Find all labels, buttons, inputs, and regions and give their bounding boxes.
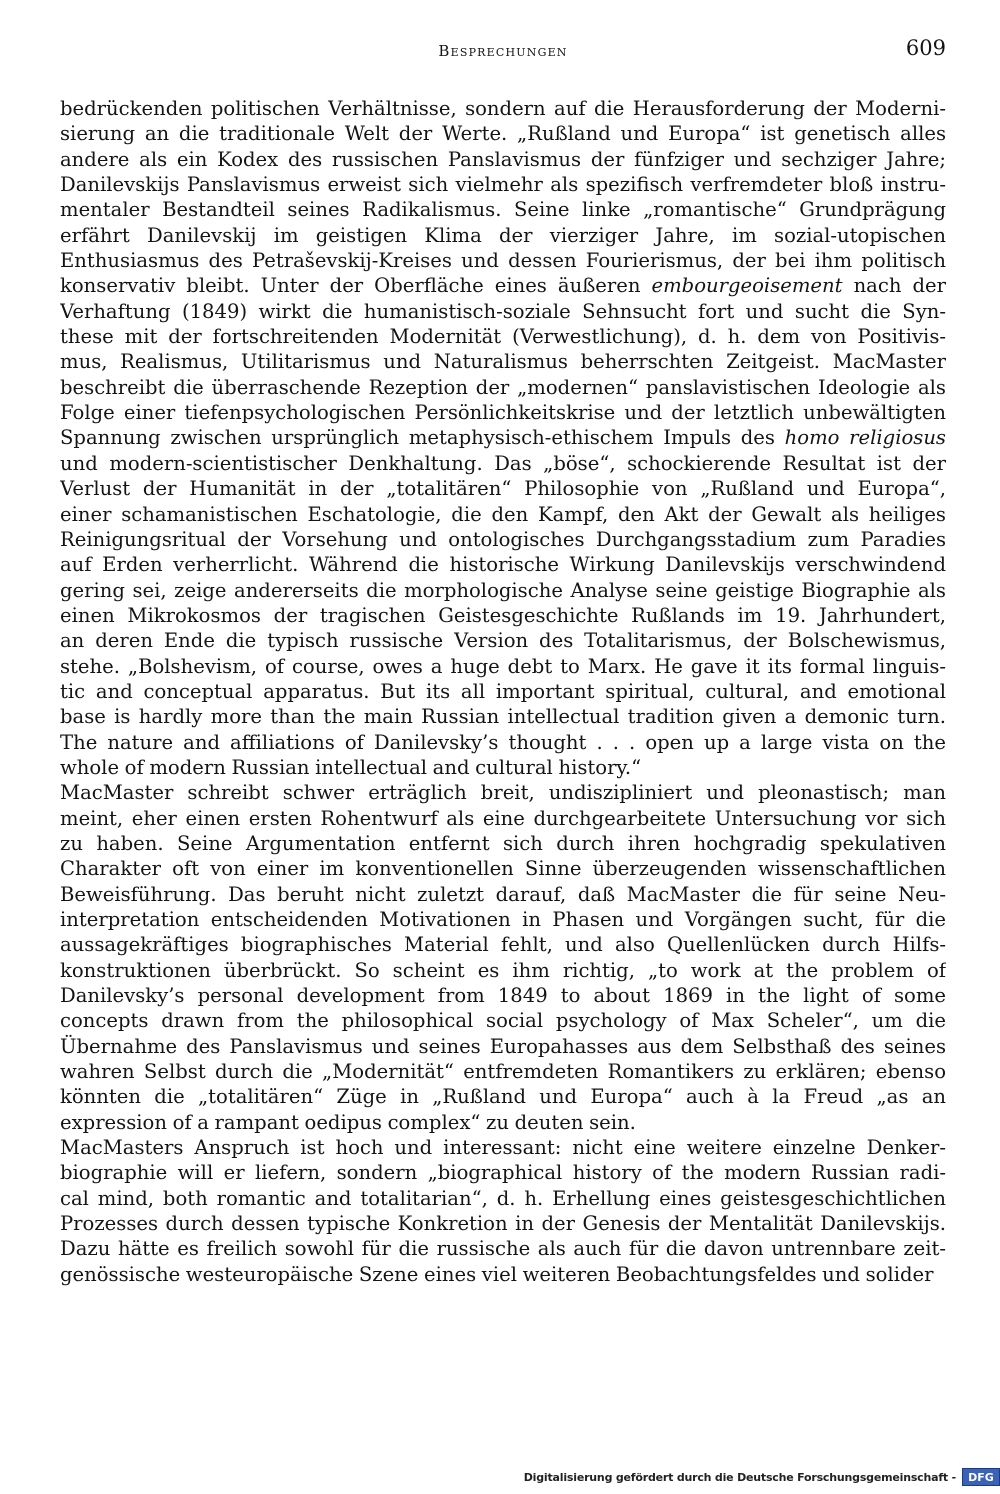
paragraph bbox=[60, 96, 946, 780]
text-line: bedrückenden politischen Verhältnisse, sondern auf die Herausforderung der Moderni- bbox=[60, 97, 946, 120]
text-line: The nature and affiliations of Danilevsky’s thought . . . open up a large vista on the bbox=[60, 730, 946, 754]
text-line: mus, Realismus, Utilitarismus und Naturalismus beherrschten Zeitgeist. MacMaster bbox=[60, 350, 946, 374]
text-line: interpretation entscheidenden Motivationen in Phasen und Vorgängen sucht, für die bbox=[60, 908, 946, 931]
italic-term: embourgeoisement bbox=[651, 274, 843, 298]
text-line: und modern-scientistischer Denkhaltung. Das „böse“, schockierende Resultat ist der bbox=[60, 451, 946, 475]
text-line: stehe. „Bolshevism, of course, owes a huge debt to Marx. He gave it its formal linguis- bbox=[60, 654, 946, 678]
italic-term: homo religiosus bbox=[784, 426, 946, 450]
text-line: könnten die „totalitären“ Züge in „Rußland und Europa“ auch à la Freud „as an bbox=[60, 1085, 946, 1109]
text-line: zu haben. Seine Argumentation entfernt sich durch ihren hochgradig spekulativen bbox=[60, 831, 946, 855]
running-head bbox=[60, 36, 946, 66]
text-line: Enthusiasmus des Petraševskij-Kreises und dessen Fourierismus, der bei ihm politisch bbox=[60, 249, 946, 273]
dfg-logo: DFG bbox=[962, 1468, 1000, 1486]
text-line: biographie will er liefern, sondern „biographical history of the modern Russian radi- bbox=[60, 1161, 946, 1185]
text-line: gering sei, zeige andererseits die morphologische Analyse seine geistige Biographie als bbox=[60, 578, 946, 602]
paragraph bbox=[60, 780, 946, 1135]
text-line: konstruktionen überbrückt. So scheint es ihm richtig, „to work at the problem of bbox=[60, 958, 946, 982]
text-line: beschreibt die überraschende Rezeption der „modernen“ panslavistischen Ideologie als bbox=[60, 375, 946, 399]
text-line: einen Mikrokosmos der tragischen Geistesgeschichte Rußlands im 19. Jahrhundert, bbox=[60, 603, 946, 627]
text-line: Beweisführung. Das beruht nicht zuletzt darauf, daß MacMaster die für seine Neu- bbox=[60, 882, 946, 906]
text-line: Folge einer tiefenpsychologischen Persönlichkeitskrise und der letztlich unbewältigten bbox=[60, 401, 946, 425]
running-title: Besprechungen bbox=[438, 42, 568, 60]
text-line: auf Erden verherrlicht. Während die historische Wirkung Danilevskijs verschwindend bbox=[60, 553, 946, 577]
text-line: Spannung zwischen ursprünglich metaphysisch-ethischem Impuls des homo religiosus bbox=[60, 426, 946, 450]
text-line: mentaler Bestandteil seines Radikalismus. Seine linke „romantische“ Grundprägung bbox=[60, 198, 946, 222]
paragraph bbox=[60, 1135, 946, 1287]
text-line: wahren Selbst durch die „Modernität“ entfremdeten Romantikers zu erklären; ebenso bbox=[60, 1060, 946, 1084]
text-line: Reinigungsritual der Vorsehung und ontologisches Durchgangsstadium zum Paradies bbox=[60, 527, 946, 551]
page-number: 609 bbox=[905, 36, 946, 60]
text-line: Danilevskijs Panslavismus erweist sich vielmehr als spezifisch verfremdeter bloß instru- bbox=[60, 173, 946, 197]
text-line: Dazu hätte es freilich sowohl für die russische als auch für die davon untrennbare zeit- bbox=[60, 1237, 946, 1261]
text-line: genössische westeuropäische Szene eines viel weiteren Beobachtungsfeldes und solider bbox=[60, 1262, 934, 1286]
text-line: andere als ein Kodex des russischen Panslavismus der fünfziger und sechziger Jahre; bbox=[60, 147, 946, 171]
text-line: concepts drawn from the philosophical social psychology of Max Scheler“, um die bbox=[60, 1009, 946, 1033]
text-line: MacMaster schreibt schwer erträglich breit, undiszipliniert und pleonastisch; man bbox=[60, 781, 946, 805]
footer-text: Digitalisierung gefördert durch die Deutsche Forschungsgemeinschaft - bbox=[523, 1470, 956, 1484]
body-text bbox=[60, 96, 946, 1287]
text-line: aussagekräftiges biographisches Material fehlt, und also Quellenlücken durch Hilfs- bbox=[60, 933, 946, 957]
text-line: tic and conceptual apparatus. But its all important spiritual, cultural, and emotional bbox=[60, 679, 946, 703]
text-line: cal mind, both romantic and totalitarian“, d. h. Erhellung eines geistesgeschichtlichen bbox=[60, 1186, 946, 1210]
text-line: erfährt Danilevskij im geistigen Klima der vierziger Jahre, im sozial-utopischen bbox=[60, 223, 946, 247]
text-line: Charakter oft von einer im konventionellen Sinne überzeugenden wissenschaftlichen bbox=[60, 857, 946, 881]
text-line: meint, eher einen ersten Rohentwurf als eine durchgearbeitete Untersuchung vor sich bbox=[60, 806, 946, 830]
text-line: an deren Ende die typisch russische Version des Totalitarismus, der Bolschewismus, bbox=[60, 629, 946, 653]
text-line: Verlust der Humanität in der „totalitären“ Philosophie von „Rußland und Europa“, bbox=[60, 477, 946, 501]
text-line: einer schamanistischen Eschatologie, die den Kampf, den Akt der Gewalt als heiliges bbox=[60, 502, 946, 526]
text-line: base is hardly more than the main Russian intellectual tradition given a demonic turn. bbox=[60, 705, 946, 729]
text-line: konservativ bleibt. Unter der Oberfläche eines äußeren embourgeoisement nach der bbox=[60, 274, 946, 298]
text-line: MacMasters Anspruch ist hoch und interessant: nicht eine weitere einzelne Denker- bbox=[60, 1136, 946, 1160]
footer-credit bbox=[524, 1466, 1000, 1488]
text-line: Verhaftung (1849) wirkt die humanistisch-soziale Sehnsucht fort und sucht die Syn- bbox=[60, 299, 946, 323]
text-line: Übernahme des Panslavismus und seines Europahasses aus dem Selbsthaß des seines bbox=[60, 1034, 946, 1058]
text-line: these mit der fortschreitenden Modernität (Verwestlichung), d. h. dem von Positivis- bbox=[60, 325, 946, 349]
text-line: sierung an die traditionale Welt der Werte. „Rußland und Europa“ ist genetisch alles bbox=[60, 122, 946, 146]
text-line: whole of modern Russian intellectual and cultural history.“ bbox=[60, 755, 642, 779]
text-line: expression of a rampant oedipus complex“ zu deuten sein. bbox=[60, 1110, 636, 1134]
text-line: Danilevsky’s personal development from 1849 to about 1869 in the light of some bbox=[60, 984, 946, 1008]
text-line: Prozesses durch dessen typische Konkretion in der Genesis der Mentalität Danilevskijs. bbox=[60, 1212, 946, 1236]
